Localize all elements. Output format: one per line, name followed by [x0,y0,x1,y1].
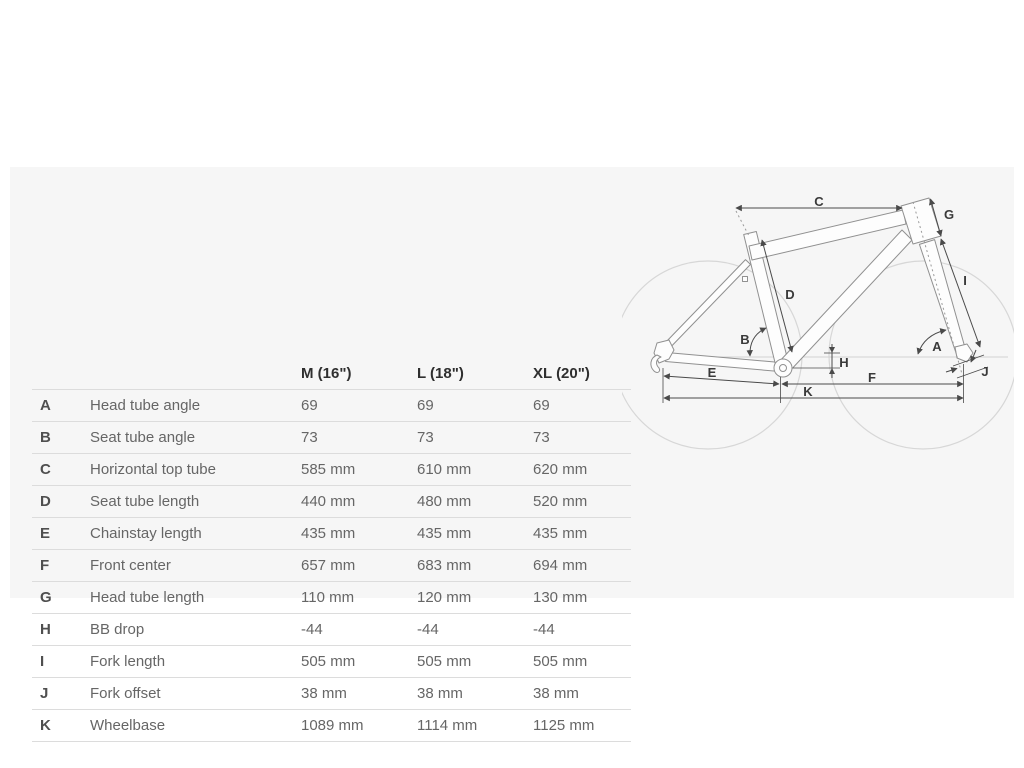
value-l: 505 mm [409,646,525,678]
row-letter: D [32,486,82,518]
row-letter: K [32,710,82,742]
value-m: 585 mm [293,454,409,486]
value-xl: 73 [525,422,631,454]
row-label: Chainstay length [82,518,293,550]
value-l: 480 mm [409,486,525,518]
diagram-label-k: K [803,384,813,399]
table-row [32,646,631,678]
value-xl: 620 mm [525,454,631,486]
value-xl: 435 mm [525,518,631,550]
diagram-label-a: A [932,339,942,354]
row-label: Head tube angle [82,390,293,422]
value-m: 440 mm [293,486,409,518]
column-header-xl: XL (20") [525,358,631,390]
value-m: 73 [293,422,409,454]
bike-geometry-diagram [622,167,1014,598]
diagram-label-j: J [981,364,989,379]
value-l: 73 [409,422,525,454]
value-l: 1114 mm [409,710,525,742]
header-spacer-label [82,358,293,390]
row-label: Wheelbase [82,710,293,742]
table-row [32,678,631,710]
bottom-bracket-axle [780,365,787,372]
value-m: 657 mm [293,550,409,582]
value-xl: 130 mm [525,582,631,614]
diagram-label-h: H [839,355,849,370]
diagram-label-b: B [740,332,750,347]
geometry-table [32,358,631,742]
frame-outline [651,198,973,377]
value-m: 69 [293,390,409,422]
row-letter: A [32,390,82,422]
row-letter: J [32,678,82,710]
seat-stay [662,260,751,352]
value-xl: 69 [525,390,631,422]
value-xl: 520 mm [525,486,631,518]
value-xl: 1125 mm [525,710,631,742]
row-label: BB drop [82,614,293,646]
row-label: Fork offset [82,678,293,710]
diagram-label-d: D [785,287,795,302]
column-header-l: L (18") [409,358,525,390]
diagram-label-c: C [814,194,824,209]
value-xl: -44 [525,614,631,646]
table-row [32,390,631,422]
row-letter: I [32,646,82,678]
seat-tube-axis [736,211,749,236]
table-row [32,710,631,742]
value-m: 505 mm [293,646,409,678]
value-m: 1089 mm [293,710,409,742]
row-label: Seat tube angle [82,422,293,454]
row-letter: F [32,550,82,582]
table-row [32,582,631,614]
bottle-boss [743,277,748,282]
row-label: Horizontal top tube [82,454,293,486]
value-l: 69 [409,390,525,422]
row-label: Fork length [82,646,293,678]
value-xl: 505 mm [525,646,631,678]
chainstay [666,353,781,372]
value-l: 38 mm [409,678,525,710]
row-label: Seat tube length [82,486,293,518]
table-row [32,486,631,518]
row-letter: G [32,582,82,614]
table-header-row [32,358,631,390]
value-xl: 694 mm [525,550,631,582]
value-l: 435 mm [409,518,525,550]
value-m: 110 mm [293,582,409,614]
diagram-label-f: F [868,370,876,385]
table-row [32,454,631,486]
column-header-m: M (16") [293,358,409,390]
value-l: 683 mm [409,550,525,582]
value-l: -44 [409,614,525,646]
row-letter: C [32,454,82,486]
down-tube [778,230,912,373]
row-label: Front center [82,550,293,582]
value-l: 610 mm [409,454,525,486]
table-row [32,422,631,454]
table-row [32,518,631,550]
front-dropout [955,344,973,362]
header-spacer-letter [32,358,82,390]
row-letter: B [32,422,82,454]
diagram-label-i: I [963,273,967,288]
value-l: 120 mm [409,582,525,614]
table-row [32,550,631,582]
value-m: 38 mm [293,678,409,710]
row-label: Head tube length [82,582,293,614]
value-xl: 38 mm [525,678,631,710]
table-row [32,614,631,646]
derailleur-hanger [651,355,661,372]
row-letter: H [32,614,82,646]
dim-b-seat-angle-arc [750,328,766,356]
value-m: -44 [293,614,409,646]
diagram-label-g: G [943,207,955,222]
value-m: 435 mm [293,518,409,550]
fork-blade [919,240,965,354]
row-letter: E [32,518,82,550]
diagram-label-e: E [707,365,717,380]
dim-e-chainstay [664,376,779,384]
